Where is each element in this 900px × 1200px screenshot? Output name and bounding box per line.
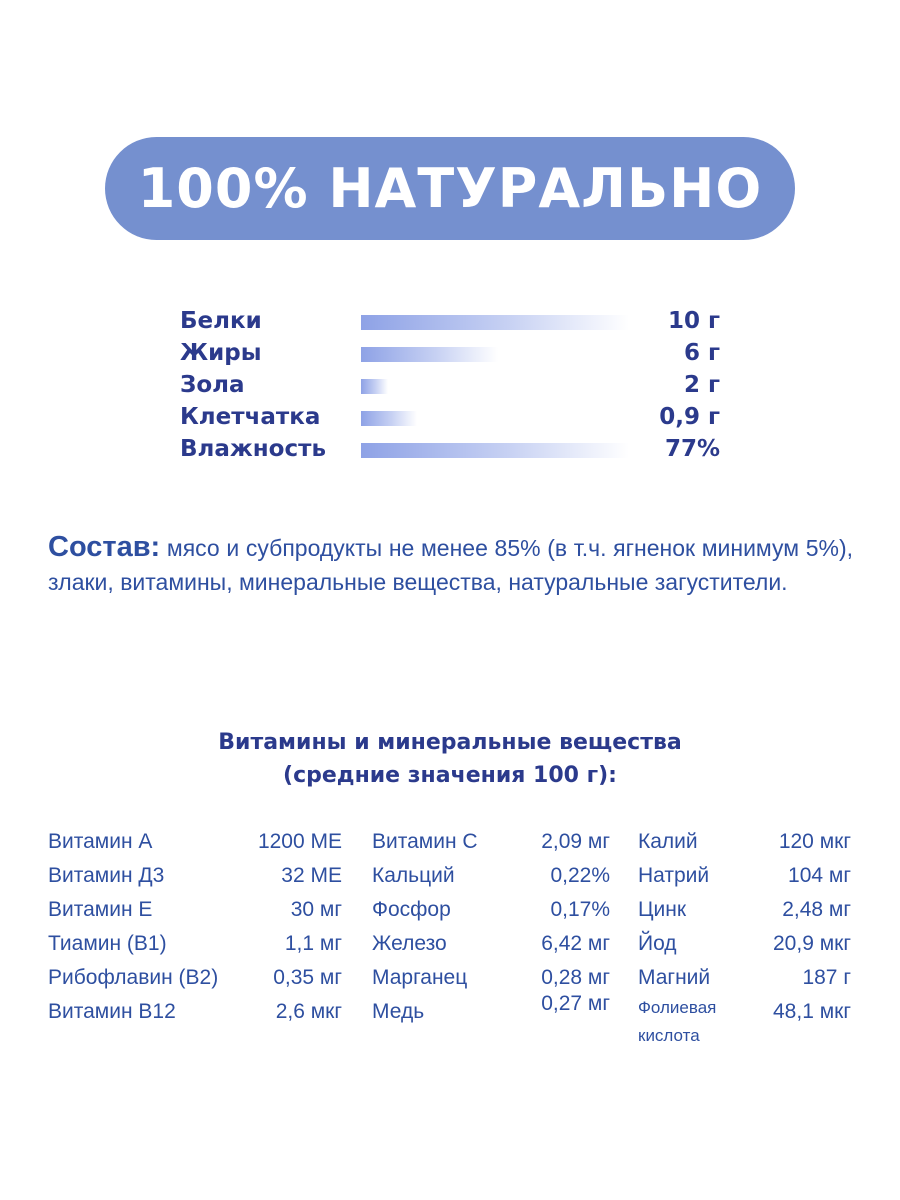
nutrient-value: 10 г <box>667 308 720 334</box>
vitamin-name: Магний <box>638 966 711 989</box>
vitamin-row <box>48 830 342 864</box>
nutrient-bar <box>361 347 498 362</box>
nutrient-label: Белки <box>180 308 262 334</box>
vitamin-value: 104 мг <box>788 864 851 887</box>
nutrient-row-ash <box>180 370 720 402</box>
nutrient-bar-track <box>361 347 629 362</box>
vitamin-name: Витамин Д3 <box>48 864 165 887</box>
vitamins-title-line1: Витамины и минеральные вещества <box>218 730 682 755</box>
vitamin-row <box>48 1000 342 1034</box>
vitamin-value: 1200 МЕ <box>257 830 342 853</box>
vitamin-row <box>48 898 342 932</box>
banner-title: 100% НАТУРАЛЬНО <box>137 157 763 220</box>
vitamin-name: Фолиевая кислота <box>638 998 717 1045</box>
nutrient-value: 77% <box>664 436 720 462</box>
nutrient-bar-track <box>361 379 629 394</box>
vitamin-row <box>48 932 342 966</box>
vitamin-name: Витамин С <box>372 830 478 853</box>
nutrient-value: 6 г <box>683 340 720 366</box>
vitamin-name: Витамин А <box>48 830 153 853</box>
vitamin-value: 2,09 мг <box>541 830 610 853</box>
vitamin-value: 20,9 мкг <box>773 932 851 955</box>
vitamin-name: Витамин Е <box>48 898 153 921</box>
nutrient-value: 2 г <box>683 372 720 398</box>
vitamin-value: 120 мкг <box>778 830 851 853</box>
vitamin-row <box>48 966 342 1000</box>
vitamin-row <box>638 1000 851 1058</box>
nutrient-bar-track <box>361 411 629 426</box>
vitamin-row <box>372 864 610 898</box>
composition-paragraph <box>48 530 853 599</box>
vitamin-value: 1,1 мг <box>284 932 342 955</box>
nutrient-bar <box>361 315 629 330</box>
vitamin-column-1 <box>48 830 342 1034</box>
vitamin-value: 0,17% <box>550 898 610 921</box>
nutrient-bar-track <box>361 443 629 458</box>
vitamin-name: Железо <box>372 932 447 955</box>
nutrient-bar <box>361 443 629 458</box>
vitamin-value: 0,22% <box>550 864 610 887</box>
title-banner <box>105 137 795 240</box>
vitamins-title <box>0 726 900 792</box>
vitamin-column-2 <box>372 830 610 1034</box>
nutrient-label: Зола <box>180 372 245 398</box>
nutrient-row-protein <box>180 306 720 338</box>
vitamin-value: 30 мг <box>290 898 342 921</box>
vitamin-name: Тиамин (В1) <box>48 932 167 955</box>
vitamin-name: Рибофлавин (В2) <box>48 966 219 989</box>
nutrient-value: 0,9 г <box>659 404 720 430</box>
nutrient-label: Клетчатка <box>180 404 321 430</box>
vitamin-name: Фосфор <box>372 898 451 921</box>
vitamin-name: Марганец <box>372 966 468 989</box>
vitamin-row <box>372 932 610 966</box>
vitamin-row <box>372 898 610 932</box>
nutrient-bar-track <box>361 315 629 330</box>
nutrient-label: Влажность <box>180 436 326 462</box>
vitamin-value: 6,42 мг <box>541 932 610 955</box>
nutrient-row-fat <box>180 338 720 370</box>
vitamin-name: Калий <box>638 830 698 853</box>
vitamin-row <box>638 898 851 932</box>
vitamin-value: 0,27 мг <box>541 992 610 1015</box>
nutrient-row-fiber <box>180 402 720 434</box>
vitamin-value: 187 г <box>802 966 851 989</box>
vitamin-row <box>638 932 851 966</box>
vitamin-name: Медь <box>372 1000 425 1023</box>
nutrient-bar <box>361 379 388 394</box>
vitamin-value: 2,6 мкг <box>275 1000 342 1023</box>
vitamin-row <box>638 864 851 898</box>
vitamin-row <box>372 830 610 864</box>
vitamin-value: 48,1 мкг <box>773 1000 851 1023</box>
vitamin-name: Цинк <box>638 898 687 921</box>
nutrient-bar <box>361 411 417 426</box>
vitamin-name: Йод <box>638 932 677 955</box>
vitamin-value: 0,28 мг <box>541 966 610 989</box>
vitamin-row <box>372 992 610 1034</box>
vitamin-row <box>48 864 342 898</box>
vitamin-row <box>638 830 851 864</box>
vitamin-value: 0,35 мг <box>273 966 342 989</box>
composition-text: мясо и субпродукты не менее 85% (в т.ч. ягненок минимум 5%), злаки, витамины, минеральные вещества, натуральные загустители. <box>48 535 854 595</box>
vitamins-title-line2: (средние значения 100 г): <box>283 763 617 788</box>
vitamin-name: Витамин В12 <box>48 1000 176 1023</box>
vitamin-column-3 <box>638 830 851 1058</box>
nutrient-label: Жиры <box>180 340 262 366</box>
vitamin-value: 2,48 мг <box>782 898 851 921</box>
vitamin-name: Натрий <box>638 864 710 887</box>
nutrient-row-moisture <box>180 434 720 466</box>
vitamin-name: Кальций <box>372 864 455 887</box>
composition-label: Состав: <box>48 531 161 563</box>
vitamin-value: 32 МЕ <box>281 864 342 887</box>
nutrient-list <box>180 306 720 466</box>
